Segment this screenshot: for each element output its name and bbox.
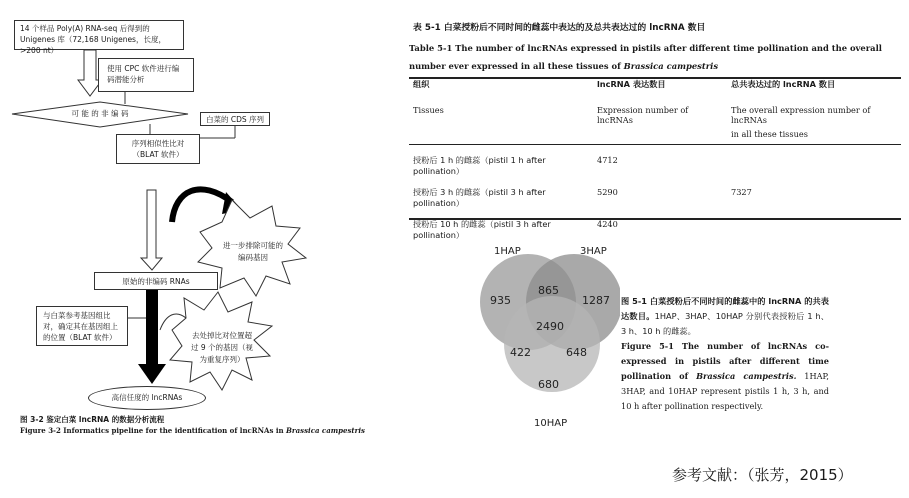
table-title-en-species: Brassica campestris [623,61,719,71]
th-total-cn: 总共表达过的 lncRNA 数目 [731,79,836,89]
th-tissues-cn: 组织 [413,79,430,89]
curved-arrow [172,189,232,222]
hollow-arrow-2 [141,190,162,270]
cpc-box [98,58,194,92]
raw-noncoding-box [94,272,218,290]
table-title-en [409,39,901,75]
venn-only-1hap: 935 [490,294,511,307]
table-header-row-en [409,93,900,125]
row1-count: 4712 [597,155,618,165]
blat-box-1 [116,134,200,164]
fig51-caption-en-rest: 1HAP, 3HAP, and 10HAP represent pistils 1 h, 3 h, and 10 h after pollination respectively. [621,371,829,411]
venn-label-1hap: 1HAP [494,246,521,257]
fig51-caption-cn-rest: 1HAP、3HAP、10HAP 分别代表授粉后 1 h、3 h、10 h 的雌蕊。 [621,311,829,336]
th-total-en-2: in all these tissues [731,129,808,139]
burst-exclude-text: 进一步排除可能的编码基因 [223,241,283,262]
row2-count: 5290 [597,187,618,197]
flowchart-caption-en-species: Brassica campestris [286,426,365,435]
burst-repeat-text: 去处掉比对位置超过 9 个的基因（视为重复序列） [190,331,254,364]
diamond-noncoding-text: 可 能 的 非 编 码 [71,109,129,118]
row3-count: 4240 [597,219,618,229]
genome-align-box [36,306,128,346]
th-tissues-en: Tissues [413,105,444,115]
row3-total [727,209,900,241]
venn-diagram [470,240,620,440]
table-row [409,177,900,209]
venn-3hap-10hap: 648 [566,346,587,359]
input-unigenes-text: 14 个样品 Poly(A) RNA-seq 后得到的 Unigenes 库（72,168 Unigenes，长度，>200 nt） [20,24,166,55]
row1-tissue: 授粉后 1 h 的雌蕊（pistil 1 h after pollination） [413,155,546,176]
raw-noncoding-text: 原始的非编码 RNAs [122,277,190,286]
th-expr-cn: lncRNA 表达数目 [597,79,666,89]
flowchart-connectors [0,0,400,440]
row2-total: 7327 [731,187,752,197]
final-lncrna-ellipse: 高信任度的 lncRNAs [88,386,206,410]
genome-align-text: 与白菜参考基因组比对，确定其在基因组上的位置（BLAT 软件） [43,311,118,342]
table-row [409,209,900,241]
cds-box [200,112,270,126]
table-header-row-en2 [409,125,900,143]
venn-only-10hap: 680 [538,378,559,391]
table-header-row-cn [409,79,900,93]
venn-only-3hap: 1287 [582,294,610,307]
th-expr-en: Expression number of lncRNAs [597,105,689,125]
th-total-en-1: The overall expression number of lncRNAs [731,105,871,125]
table-title-cn: 表 5-1 白菜授粉后不同时间的雌蕊中表达的及总共表达过的 lncRNA 数目 [413,23,706,33]
reference-citation: 参考文献：（张芳，2015） [672,466,853,484]
venn-label-3hap: 3HAP [580,246,607,257]
fig51-caption-cn-bold: 图 5-1 白菜授粉后不同时间的雌蕊中的 lncRNA 的共表达数目。 [621,296,829,321]
venn-label-10hap: 10HAP [534,418,568,429]
blat-text-1: 序列相似性比对（BLAT 软件） [131,139,185,159]
fig51-caption-en-bold: Figure 5-1 The number of lncRNAs co-expressed in pistils after different time pollination of [621,341,829,381]
venn-all-three: 2490 [536,320,564,333]
table-5-1 [409,79,900,241]
row2-tissue: 授粉后 3 h 的雌蕊（pistil 3 h after pollination） [413,187,546,208]
flowchart-caption-en-text: Figure 3-2 Informatics pipeline for the identification of lncRNAs in [20,426,287,435]
venn-1hap-3hap: 865 [538,284,559,297]
table-row [409,143,900,177]
flowchart-caption-en [20,426,365,435]
cds-text: 白菜的 CDS 序列 [205,115,265,124]
fig51-caption-en-species: Brassica campestris. [696,371,797,381]
figure-5-1-caption [621,294,829,414]
table-title-en-text: Table 5-1 The number of lncRNAs expressed in pistils after different time pollination and the overall number ever expressed in all these tissues of [409,43,882,71]
row3-tissue: 授粉后 10 h 的雌蕊（pistil 3 h after pollination） [413,219,551,240]
flowchart-caption-cn: 图 3-2 鉴定白菜 lncRNA 的数据分析流程 [20,415,165,424]
venn-1hap-10hap: 422 [510,346,531,359]
input-unigenes-box [14,20,184,55]
row1-total [727,143,900,177]
cpc-text: 使用 CPC 软件进行编码潜能分析 [107,64,180,84]
